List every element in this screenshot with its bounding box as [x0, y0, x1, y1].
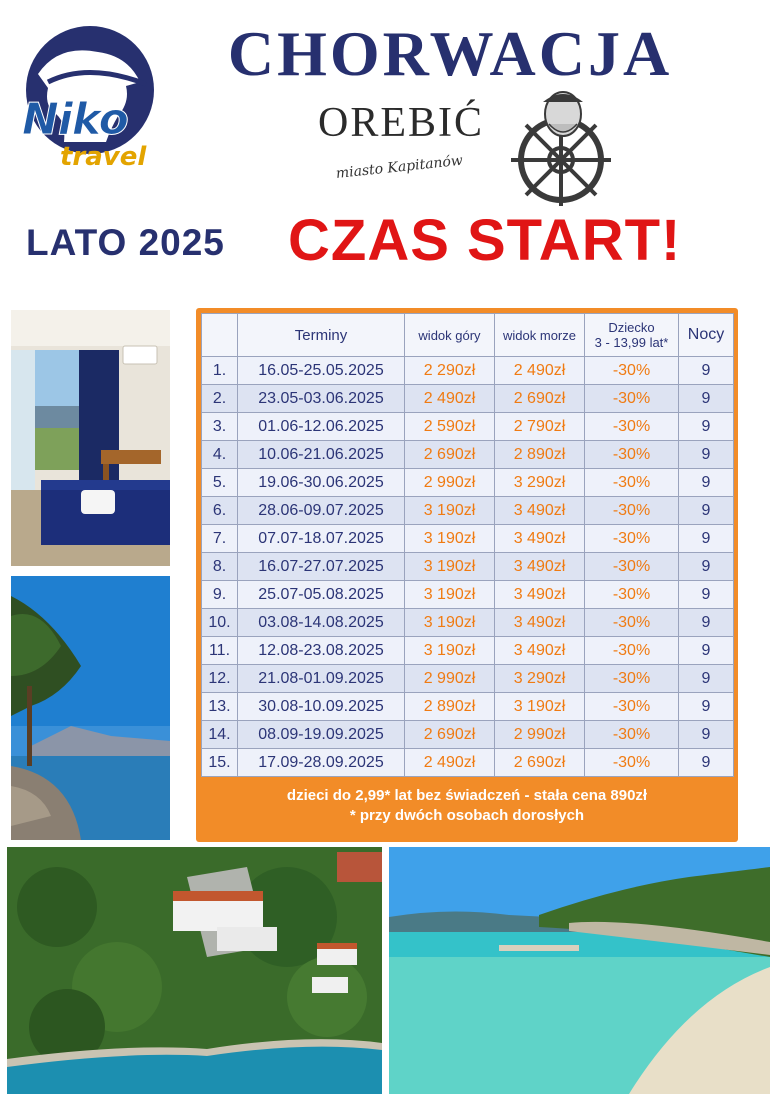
cell-price-mountain: 2 490zł [405, 385, 495, 413]
cell-dates: 19.06-30.06.2025 [238, 469, 405, 497]
promo-headline: CZAS START! [288, 208, 682, 273]
cell-number: 14. [202, 721, 238, 749]
cell-child-discount: -30% [585, 385, 679, 413]
cell-price-sea: 2 790zł [495, 413, 585, 441]
cell-number: 2. [202, 385, 238, 413]
header-child [585, 314, 679, 357]
cell-nights: 9 [679, 385, 734, 413]
header-number [202, 314, 238, 357]
cell-price-sea: 3 490zł [495, 525, 585, 553]
cell-nights: 9 [679, 749, 734, 777]
cell-number: 15. [202, 749, 238, 777]
cell-child-discount: -30% [585, 441, 679, 469]
table-row [202, 665, 734, 693]
cell-price-mountain: 2 990zł [405, 469, 495, 497]
cell-number: 13. [202, 693, 238, 721]
cell-price-mountain: 3 190zł [405, 553, 495, 581]
cell-price-sea: 2 990zł [495, 721, 585, 749]
cell-number: 11. [202, 637, 238, 665]
header-dates: Terminy [238, 314, 405, 357]
table-row [202, 413, 734, 441]
cell-price-mountain: 3 190zł [405, 581, 495, 609]
cell-price-sea: 3 490zł [495, 553, 585, 581]
cell-dates: 16.07-27.07.2025 [238, 553, 405, 581]
cell-number: 8. [202, 553, 238, 581]
price-table [201, 313, 734, 777]
cell-nights: 9 [679, 525, 734, 553]
cell-price-sea: 3 190zł [495, 693, 585, 721]
cell-nights: 9 [679, 693, 734, 721]
table-row [202, 609, 734, 637]
cell-price-mountain: 3 190zł [405, 637, 495, 665]
logo-main-text: Niko [22, 94, 128, 145]
cell-price-sea: 3 290zł [495, 665, 585, 693]
footnote-line1: dzieci do 2,99* lat bez świadczeń - stała cena 890zł [286, 787, 648, 804]
cell-dates: 12.08-23.08.2025 [238, 637, 405, 665]
footnote-line2: * przy dwóch osobach dorosłych [349, 807, 585, 824]
cell-child-discount: -30% [585, 553, 679, 581]
cell-number: 1. [202, 357, 238, 385]
table-row [202, 469, 734, 497]
header-child-line2: 3 - 13,99 lat* [594, 335, 669, 350]
cell-number: 10. [202, 609, 238, 637]
table-row [202, 553, 734, 581]
cell-dates: 10.06-21.06.2025 [238, 441, 405, 469]
table-row [202, 441, 734, 469]
cell-nights: 9 [679, 497, 734, 525]
cell-price-sea: 2 890zł [495, 441, 585, 469]
cell-number: 9. [202, 581, 238, 609]
beach-turquoise-photo [389, 847, 770, 1094]
cell-nights: 9 [679, 413, 734, 441]
table-row [202, 637, 734, 665]
table-row [202, 525, 734, 553]
price-table-panel [196, 308, 738, 842]
cell-dates: 01.06-12.06.2025 [238, 413, 405, 441]
cell-price-mountain: 2 490zł [405, 749, 495, 777]
cell-dates: 03.08-14.08.2025 [238, 609, 405, 637]
cell-price-sea: 2 490zł [495, 357, 585, 385]
cell-price-sea: 2 690zł [495, 749, 585, 777]
cell-number: 3. [202, 413, 238, 441]
table-row [202, 749, 734, 777]
page-title: CHORWACJA [227, 18, 673, 89]
cell-price-mountain: 2 590zł [405, 413, 495, 441]
cell-nights: 9 [679, 441, 734, 469]
table-row [202, 581, 734, 609]
cell-child-discount: -30% [585, 609, 679, 637]
cell-child-discount: -30% [585, 721, 679, 749]
cell-child-discount: -30% [585, 525, 679, 553]
table-row [202, 385, 734, 413]
cell-price-sea: 3 490zł [495, 581, 585, 609]
price-table-body [202, 357, 734, 777]
cell-dates: 28.06-09.07.2025 [238, 497, 405, 525]
cell-price-sea: 3 290zł [495, 469, 585, 497]
table-row [202, 721, 734, 749]
cell-nights: 9 [679, 721, 734, 749]
cell-price-mountain: 3 190zł [405, 525, 495, 553]
captain-ship-wheel-icon [505, 88, 620, 208]
cell-child-discount: -30% [585, 693, 679, 721]
cell-price-sea: 3 490zł [495, 609, 585, 637]
cell-price-mountain: 2 690zł [405, 721, 495, 749]
cell-child-discount: -30% [585, 637, 679, 665]
cell-number: 6. [202, 497, 238, 525]
cell-nights: 9 [679, 609, 734, 637]
cell-number: 4. [202, 441, 238, 469]
coastline-pine-photo [11, 576, 170, 840]
cell-price-mountain: 3 190zł [405, 497, 495, 525]
cell-number: 7. [202, 525, 238, 553]
header-child-line1: Dziecko [608, 320, 655, 335]
cell-price-mountain: 2 990zł [405, 665, 495, 693]
footnote [201, 786, 733, 826]
cell-dates: 30.08-10.09.2025 [238, 693, 405, 721]
cell-number: 5. [202, 469, 238, 497]
cell-number: 12. [202, 665, 238, 693]
cell-child-discount: -30% [585, 469, 679, 497]
cell-nights: 9 [679, 637, 734, 665]
city-tagline: miasto Kapitanów [335, 152, 464, 182]
cell-dates: 16.05-25.05.2025 [238, 357, 405, 385]
table-header-row [202, 314, 734, 357]
hotel-room-photo [11, 310, 170, 566]
cell-nights: 9 [679, 357, 734, 385]
header-mountain-view: widok góry [405, 314, 495, 357]
cell-child-discount: -30% [585, 665, 679, 693]
cell-dates: 25.07-05.08.2025 [238, 581, 405, 609]
cell-price-sea: 3 490zł [495, 497, 585, 525]
table-row [202, 357, 734, 385]
cell-dates: 23.05-03.06.2025 [238, 385, 405, 413]
cell-price-mountain: 3 190zł [405, 609, 495, 637]
cell-nights: 9 [679, 581, 734, 609]
cell-nights: 9 [679, 469, 734, 497]
hotel-aerial-photo [7, 847, 382, 1094]
cell-child-discount: -30% [585, 581, 679, 609]
cell-price-mountain: 2 290zł [405, 357, 495, 385]
cell-price-mountain: 2 890zł [405, 693, 495, 721]
cell-nights: 9 [679, 553, 734, 581]
city-name: OREBIĆ [318, 100, 485, 146]
cell-price-sea: 2 690zł [495, 385, 585, 413]
cell-dates: 08.09-19.09.2025 [238, 721, 405, 749]
table-row [202, 497, 734, 525]
cell-dates: 21.08-01.09.2025 [238, 665, 405, 693]
cell-child-discount: -30% [585, 749, 679, 777]
cell-dates: 17.09-28.09.2025 [238, 749, 405, 777]
cell-price-sea: 3 490zł [495, 637, 585, 665]
cell-child-discount: -30% [585, 357, 679, 385]
table-row [202, 693, 734, 721]
header-nights: Nocy [679, 314, 734, 357]
cell-child-discount: -30% [585, 413, 679, 441]
cell-price-mountain: 2 690zł [405, 441, 495, 469]
niko-travel-logo [18, 22, 163, 182]
cell-child-discount: -30% [585, 497, 679, 525]
cell-nights: 9 [679, 665, 734, 693]
logo-sub-text: travel [60, 142, 147, 172]
cell-dates: 07.07-18.07.2025 [238, 525, 405, 553]
season-label: LATO 2025 [26, 222, 225, 263]
header-sea-view: widok morze [495, 314, 585, 357]
